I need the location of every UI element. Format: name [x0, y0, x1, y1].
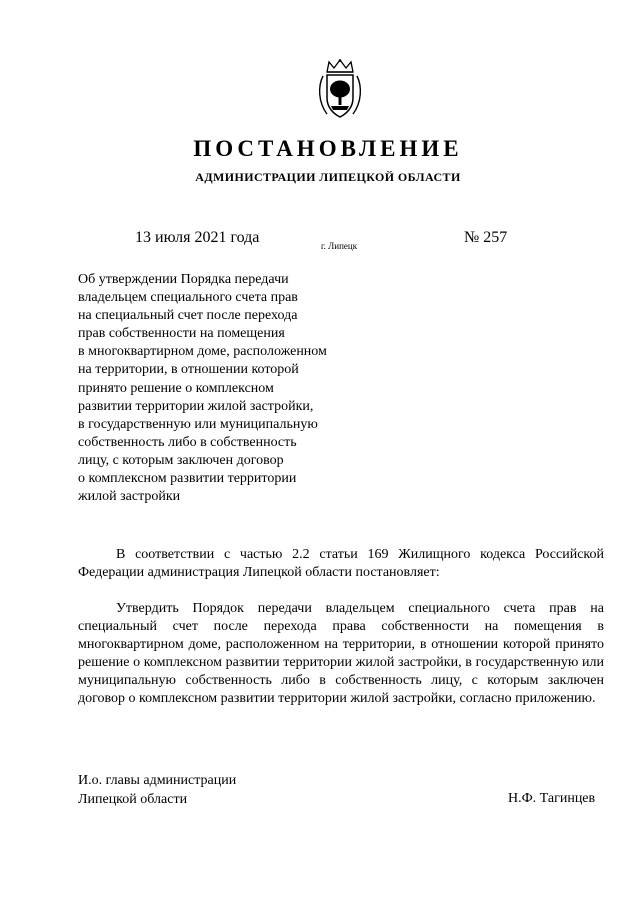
subject-line: прав собственности на помещения [78, 326, 285, 342]
issuing-authority: АДМИНИСТРАЦИИ ЛИПЕЦКОЙ ОБЛАСТИ [195, 170, 461, 184]
subject-line: развитии территории жилой застройки, [78, 398, 314, 414]
subject-line: о комплексном развитии территории [78, 471, 297, 487]
subject-line: принято решение о комплексном [78, 380, 274, 396]
subject-line: жилой застройки [78, 489, 181, 505]
subject-line: собственность либо в собственность [78, 434, 297, 450]
subject-line: на специальный счет после перехода [78, 308, 298, 324]
document-date: 13 июля 2021 года [135, 229, 260, 246]
subject-line: лицу, с которым заключен договор [78, 452, 284, 468]
document-number: № 257 [464, 229, 508, 246]
preamble-paragraph: В соответствии с частью 2.2 статьи 169 Жилищного кодекса Российской Федерации администрация Липецкой области постановляет: [78, 547, 604, 581]
signer-position-line: И.о. главы администрации [78, 773, 237, 788]
signer-position-line: Липецкой области [78, 791, 188, 807]
signer-position [78, 772, 236, 809]
subject-line: владельцем специального счета прав [78, 290, 298, 306]
signer-name: Н.Ф. Тагинцев [508, 791, 596, 806]
document-subject [78, 271, 378, 506]
subject-line: на территории, в отношении которой [78, 362, 299, 378]
subject-line: в многоквартирном доме, расположенном [78, 344, 327, 360]
subject-line: Об утверждении Порядка передачи [78, 272, 289, 287]
document-title: ПОСТАНОВЛЕНИЕ [193, 136, 463, 161]
resolution-paragraph: Утвердить Порядок передачи владельцем специального счета прав на специальный счет после перехода права собственности на помещения в многоквартирном доме, расположенном на территории, в отношении которой принято решение о комплексном развитии территории жилой застройки, в государственную или муниципальную собственность либо в собственность лицу, с которым заключен договор о комплексном развитии территории жилой застройки, согласно приложению. [78, 601, 604, 707]
document-city: г. Липецк [321, 241, 358, 251]
subject-line: в государственную или муниципальную [78, 416, 318, 432]
coat-of-arms-icon [315, 58, 365, 122]
